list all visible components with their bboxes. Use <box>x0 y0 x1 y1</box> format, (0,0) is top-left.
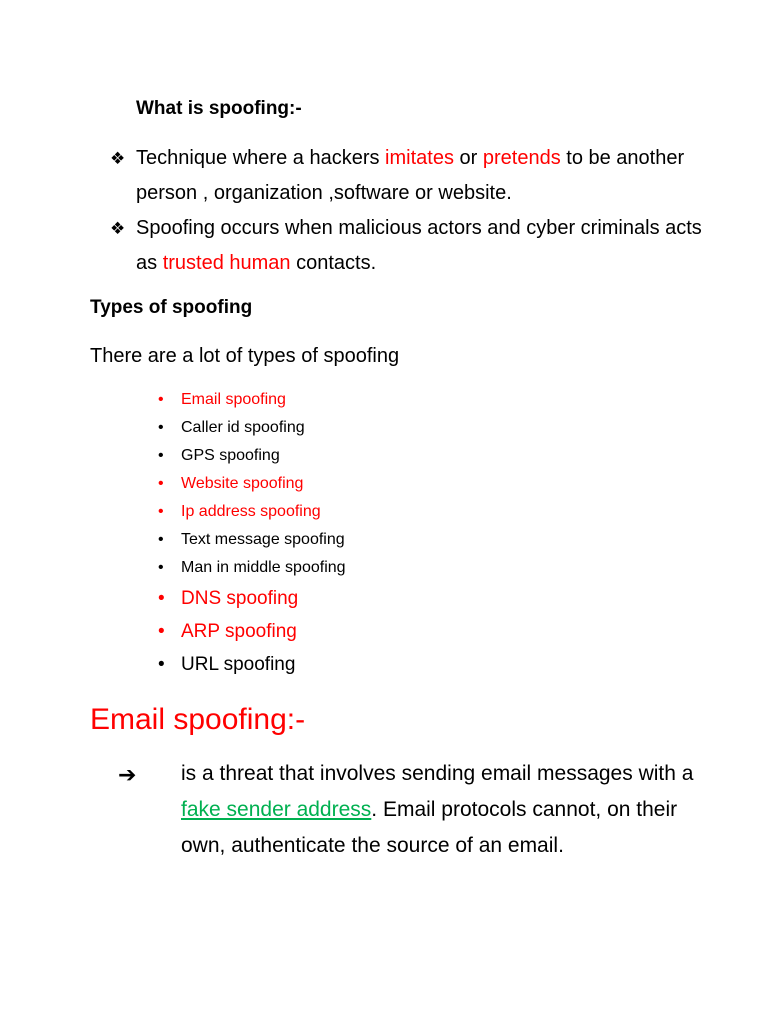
definition-text: Technique where a hackers <box>136 147 386 169</box>
list-item <box>158 582 346 615</box>
definition-text: to be another person , organization ,software or website. <box>136 147 685 204</box>
diamond-bullet-icon: ❖ <box>110 219 126 238</box>
description-text: is a threat that involves sending email messages with a <box>181 762 694 785</box>
list-item <box>158 414 346 442</box>
bullet-dot-icon: • <box>158 621 165 642</box>
list-item <box>158 648 346 681</box>
list-item <box>158 470 346 498</box>
highlight-trusted-human: trusted human <box>162 252 291 274</box>
list-item-label: Ip address spoofing <box>181 503 321 520</box>
bullet-dot-icon: • <box>158 475 164 492</box>
list-item <box>158 554 346 582</box>
highlight-pretends: pretends <box>482 147 561 169</box>
list-item <box>158 526 346 554</box>
definition-text: Spoofing occurs when malicious actors and cyber criminals acts as <box>136 217 702 274</box>
email-spoofing-description <box>181 756 701 864</box>
heading-what-is-spoofing: What is spoofing:- <box>136 98 302 119</box>
list-item <box>158 498 346 526</box>
definition-text: or <box>453 147 483 169</box>
heading-types-of-spoofing: Types of spoofing <box>90 297 253 318</box>
list-item-label: Text message spoofing <box>181 531 345 548</box>
list-item-label: Man in middle spoofing <box>181 559 346 576</box>
list-item-label: DNS spoofing <box>181 588 299 609</box>
list-item <box>158 442 346 470</box>
definition-item <box>110 211 710 281</box>
definition-list <box>110 141 710 281</box>
heading-email-spoofing: Email spoofing:- <box>90 703 306 736</box>
list-item <box>158 386 346 414</box>
types-list <box>158 386 346 681</box>
bullet-dot-icon: • <box>158 447 164 464</box>
bullet-dot-icon: • <box>158 531 164 548</box>
list-item-label: Email spoofing <box>181 391 286 408</box>
list-item-label: GPS spoofing <box>181 447 280 464</box>
arrow-right-icon: ➔ <box>118 762 137 787</box>
list-item <box>158 615 346 648</box>
description-text: . Email protocols cannot, on their own, authenticate the source of an email. <box>181 798 678 857</box>
fake-sender-address-link[interactable]: fake sender address <box>181 798 372 821</box>
highlight-imitates: imitates <box>385 147 454 169</box>
list-item-label: ARP spoofing <box>181 621 297 642</box>
definition-text: contacts. <box>290 252 377 274</box>
list-item-label: URL spoofing <box>181 654 296 675</box>
bullet-dot-icon: • <box>158 503 164 520</box>
list-item-label: Caller id spoofing <box>181 419 305 436</box>
bullet-dot-icon: • <box>158 588 165 609</box>
list-item-label: Website spoofing <box>181 475 304 492</box>
types-intro: There are a lot of types of spoofing <box>90 345 400 367</box>
definition-item <box>110 141 710 211</box>
bullet-dot-icon: • <box>158 559 164 576</box>
diamond-bullet-icon: ❖ <box>110 149 126 168</box>
bullet-dot-icon: • <box>158 391 164 408</box>
bullet-dot-icon: • <box>158 419 164 436</box>
bullet-dot-icon: • <box>158 654 165 675</box>
